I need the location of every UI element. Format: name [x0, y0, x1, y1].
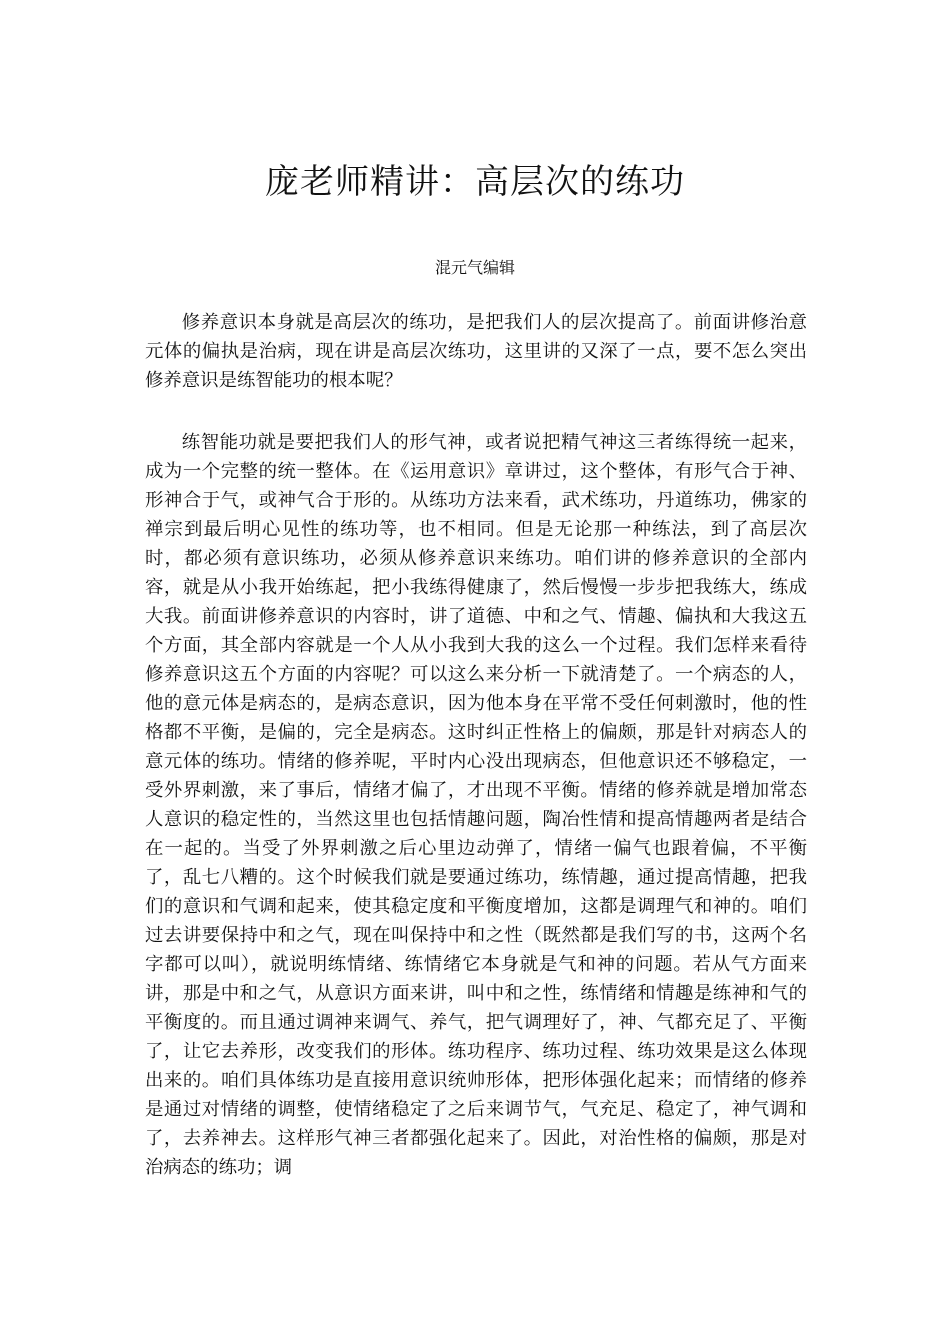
paragraph-2: 练智能功就是要把我们人的形气神，或者说把精气神这三者练得统一起来，成为一个完整的统一整体。在《运用意识》章讲过，这个整体，有形气合于神、形神合于气，或神气合于形的。从练功方法来看，武术练功，丹道练功，佛家的禅宗到最后明心见性的练功等，也不相同。但是无论那一种练法，到了高层次时，都必须有意识练功，必须从修养意识来练功。咱们讲的修养意识的全部内容，就是从小我开始练起，把小我练得健康了，然后慢慢一步步把我练大，练成大我。前面讲修养意识的内容时，讲了道德、中和之气、情趣、偏执和大我这五个方面，其全部内容就是一个人从小我到大我的这么一个过程。我们怎样来看待修养意识这五个方面的内容呢？可以这么来分析一下就清楚了。一个病态的人，他的意元体是病态的，是病态意识，因为他本身在平常不受任何刺激时，他的性格都不平衡，是偏的，完全是病态。这时纠正性格上的偏颇，那是针对病态人的意元体的练功。情绪的修养呢，平时内心没出现病态，但他意识还不够稳定，一受外界刺激，来了事后，情绪才偏了，才出现不平衡。情绪的修养就是增加常态人意识的稳定性的，当然这里也包括情趣问题，陶冶性情和提高情趣两者是结合在一起的。当受了外界刺激之后心里边动弹了，情绪一偏气也跟着偏，不平衡了，乱七八糟的。这个时候我们就是要通过练功，练情趣，通过提高情趣，把我们的意识和气调和起来，使其稳定度和平衡度增加，这都是调理气和神的。咱们过去讲要保持中和之气，现在叫保持中和之性（既然都是我们写的书，这两个名字都可以叫），就说明练情绪、练情绪它本身就是气和神的问题。若从气方面来讲，那是中和之气，从意识方面来讲，叫中和之性，练情绪和情趣是练神和气的平衡度的。而且通过调神来调气、养气，把气调理好了，神、气都充足了、平衡了，让它去养形，改变我们的形体。练功程序、练功过程、练功效果是这么体现出来的。咱们具体练功是直接用意识统帅形体，把形体强化起来；而情绪的修养是通过对情绪的调整，使情绪稳定了之后来调节气，气充足、稳定了，神气调和了，去养神去。这样形气神三者都强化起来了。因此，对治性格的偏颇，那是对治病态的练功；调 [145, 432, 807, 1178]
page-title: 庞老师精讲：高层次的练功 [265, 162, 685, 202]
editor-credit: 混元气编辑 [434, 258, 515, 277]
paragraph-1: 修养意识本身就是高层次的练功，是把我们人的层次提高了。前面讲修治意元体的偏执是治病，现在讲是高层次练功，这里讲的又深了一点，要不怎么突出修养意识是练智能功的根本呢？ [145, 312, 807, 391]
